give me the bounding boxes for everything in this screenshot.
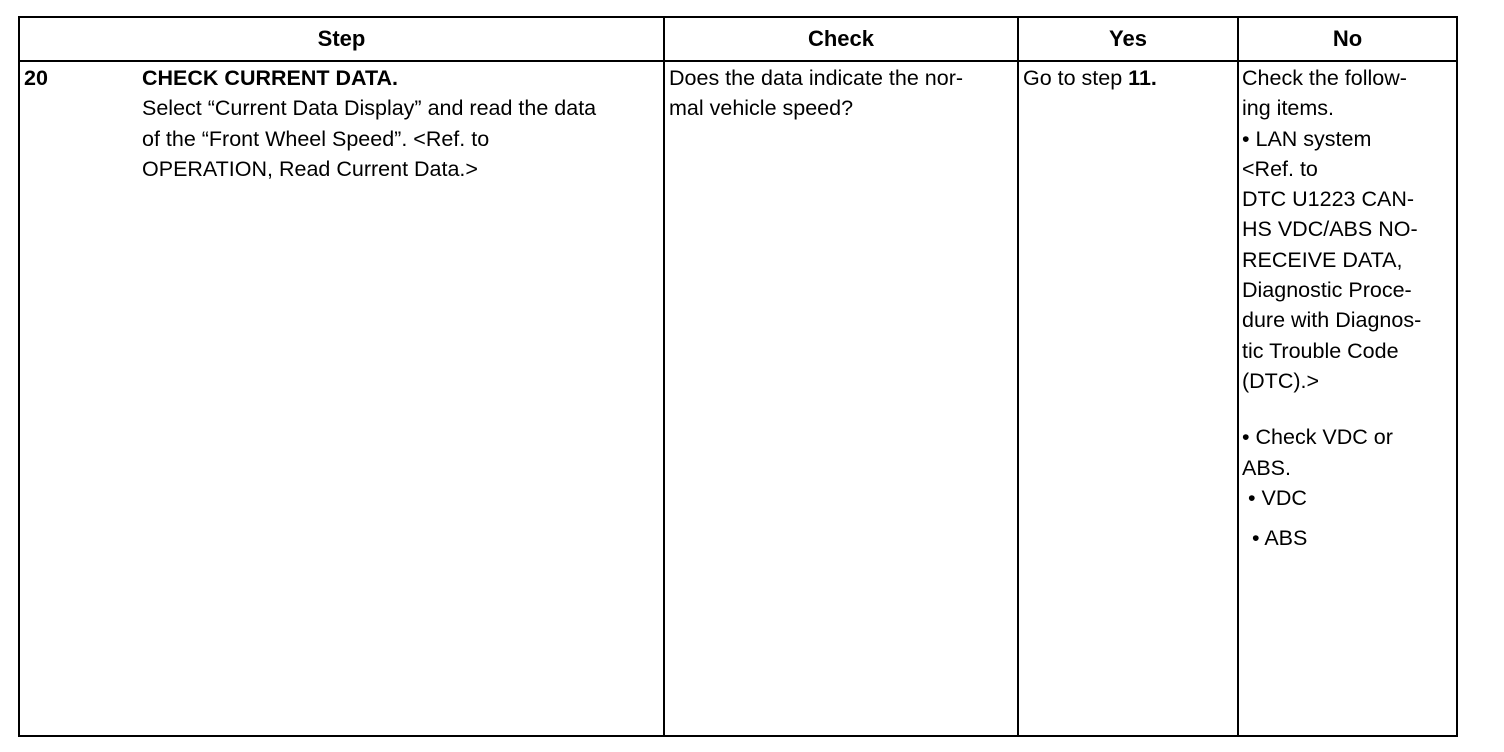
step-content xyxy=(142,63,662,184)
no-content xyxy=(1242,63,1456,553)
diagnostic-table xyxy=(18,16,1458,737)
yes-step-ref: 11. xyxy=(1128,66,1157,90)
lan-ref-line: <Ref. to xyxy=(1242,156,1318,181)
yes-prefix: Go to step xyxy=(1023,66,1129,90)
header-check: Check xyxy=(807,26,875,51)
check-vdc-abs-item: • Check VDC or xyxy=(1242,425,1393,450)
no-intro-line: ing items. xyxy=(1242,96,1335,121)
lan-ref-line: HS VDC/ABS NO- xyxy=(1242,217,1418,242)
sub-item-abs: • ABS xyxy=(1252,526,1308,551)
header-divider xyxy=(20,60,1456,62)
lan-ref-line: tic Trouble Code xyxy=(1242,338,1399,363)
column-divider xyxy=(1017,18,1019,735)
column-divider xyxy=(663,18,665,735)
sub-item-vdc: • VDC xyxy=(1248,485,1307,510)
lan-ref-line: dure with Diagnos- xyxy=(1242,308,1422,333)
step-number: 20 xyxy=(24,66,48,90)
header-no: No xyxy=(1332,26,1363,51)
lan-ref-line: DTC U1223 CAN- xyxy=(1242,187,1415,212)
header-step: Step xyxy=(317,26,366,51)
check-text-line: mal vehicle speed? xyxy=(669,96,854,121)
lan-system-item: • LAN system xyxy=(1242,126,1372,151)
yes-content xyxy=(1023,63,1235,93)
check-content xyxy=(669,63,1015,124)
no-intro-line: Check the follow- xyxy=(1242,66,1407,90)
lan-ref-line: RECEIVE DATA, xyxy=(1242,247,1403,272)
step-text-line: of the “Front Wheel Speed”. <Ref. to xyxy=(142,126,490,151)
check-vdc-abs-item-cont: ABS. xyxy=(1242,455,1291,480)
step-text-line: OPERATION, Read Current Data.> xyxy=(142,156,478,181)
lan-ref-line: Diagnostic Proce- xyxy=(1242,278,1412,303)
step-title: CHECK CURRENT DATA. xyxy=(142,66,398,90)
header-yes: Yes xyxy=(1109,26,1147,51)
check-text-line: Does the data indicate the nor- xyxy=(669,66,964,90)
column-divider xyxy=(1237,18,1239,735)
lan-ref-line: (DTC).> xyxy=(1242,368,1320,393)
step-text-line: Select “Current Data Display” and read the data xyxy=(142,96,597,121)
